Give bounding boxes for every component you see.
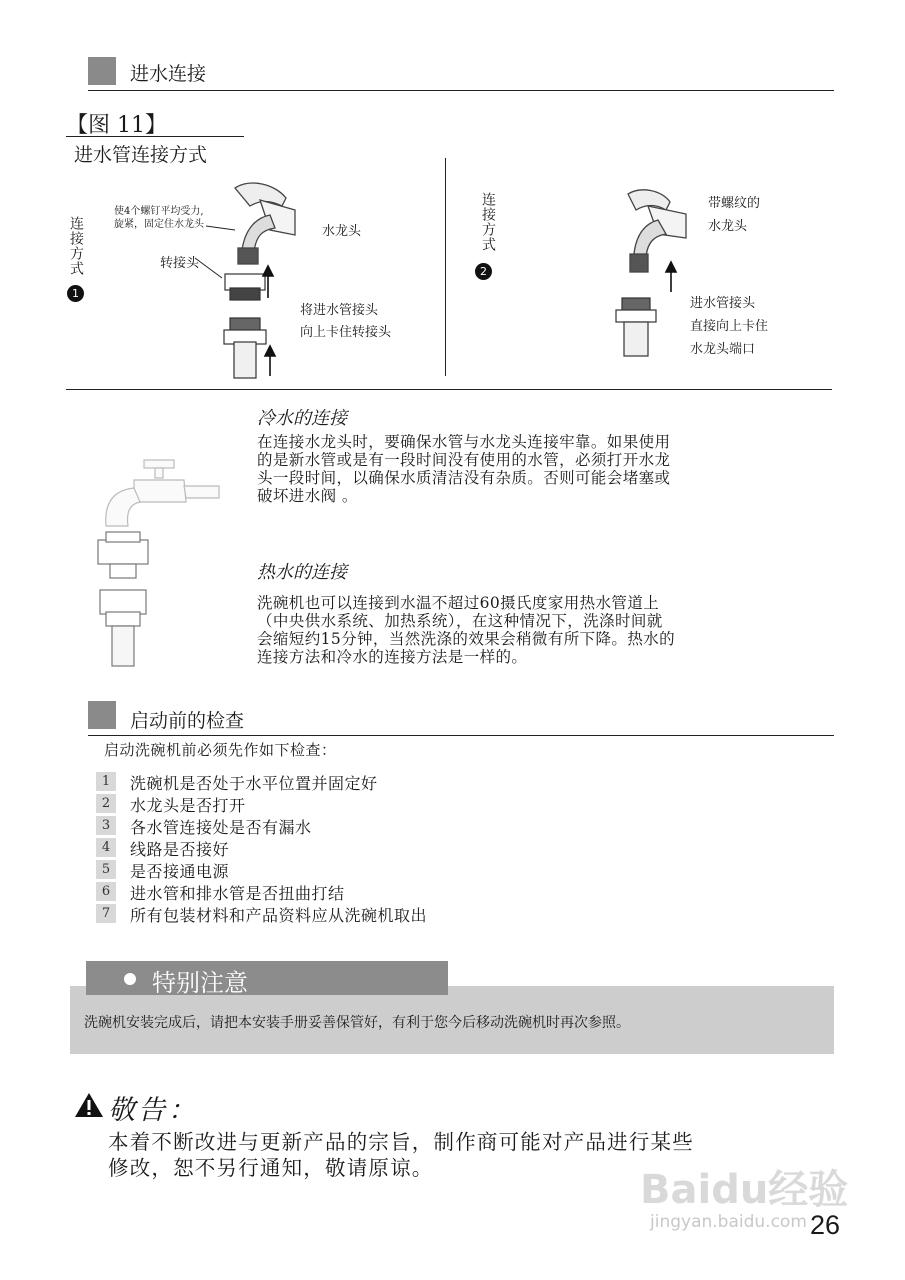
section-rule [88, 90, 834, 91]
tap-and-hose-illustration [94, 440, 224, 670]
cold-water-heading: 冷水的连接 [257, 408, 347, 429]
item-number: 3 [96, 816, 116, 835]
item-text: 线路是否接好 [130, 840, 230, 859]
faucet-icon [235, 183, 295, 264]
method1-illustration [110, 170, 300, 380]
method1-number: 1 [67, 285, 84, 302]
page-number: 26 [810, 1210, 841, 1240]
special-note-tab [86, 961, 448, 995]
faucet-icon [628, 190, 686, 272]
hot-water-heading: 热水的连接 [257, 562, 347, 583]
item-text: 是否接通电源 [130, 862, 230, 881]
adapter-icon [225, 274, 265, 300]
item-number: 7 [96, 904, 116, 923]
watermark-url: jingyan.baidu.com [650, 1212, 807, 1232]
item-text: 水龙头是否打开 [130, 796, 246, 815]
hose-connector-icon [100, 590, 146, 666]
hot-water-text: 洗碗机也可以连接到水温不超过60摄氏度家用热水管道上 （中央供水系统、加热系统），在这种情况下，洗涤时间就 会缩短约15分钟，当然洗涤的效果会稍微有所下降。热水的 连接方法和冷水的连接方法是一样的。 [257, 594, 676, 666]
special-note-title: 特别注意 [152, 969, 248, 997]
section-title-pre-start: 启动前的检查 [130, 710, 245, 732]
cold-water-text: 在连接水龙头时，要确保水管与水龙头连接牢靠。如果使用 的是新水管或是有一段时间没有使用的水管，必须打开水龙 头一段时间，以确保水质清洁没有杂质。否则可能会堵塞或 破坏进水阀 。 [257, 433, 671, 505]
faucet-icon [106, 460, 219, 526]
method2-label: 连接方式 [480, 192, 496, 252]
watermark-logo: Baidu经验 [640, 1167, 849, 1213]
method2-number: 2 [475, 263, 492, 280]
figure-label-underline [66, 136, 244, 137]
checklist-intro: 启动洗碗机前必须先作如下检查： [104, 741, 337, 759]
item-text: 洗碗机是否处于水平位置并固定好 [130, 774, 378, 793]
special-note-text: 洗碗机安装完成后，请把本安装手册妥善保管好，有利于您今后移动洗碗机时再次参照。 [84, 1015, 630, 1031]
section-marker [88, 701, 116, 729]
item-number: 5 [96, 860, 116, 879]
section-rule [88, 735, 834, 736]
leader-line [206, 226, 235, 230]
bullet-icon [124, 973, 136, 985]
item-number: 6 [96, 882, 116, 901]
item-number: 4 [96, 838, 116, 857]
warning-title: 敬告： [108, 1095, 198, 1126]
hose-connector-icon [616, 298, 656, 356]
section-marker [88, 57, 116, 85]
method2-instruction: 进水管接头 直接向上卡住 水龙头端口 [690, 296, 769, 357]
faucet-label: 水龙头 [322, 224, 362, 239]
item-text: 进水管和排水管是否扭曲打结 [130, 884, 345, 903]
figure-subtitle: 进水管连接方式 [74, 144, 208, 166]
adapter-icon [98, 532, 148, 578]
method-divider [445, 158, 446, 376]
leader-line [195, 258, 222, 278]
method2-illustration [600, 180, 690, 360]
up-arrow-icon [666, 262, 676, 292]
threaded-faucet-label: 带螺纹的 水龙头 [708, 196, 761, 234]
item-text: 各水管连接处是否有漏水 [130, 818, 312, 837]
hose-connector-icon [224, 318, 266, 378]
method1-instruction: 将进水管接头 向上卡住转接头 [300, 303, 392, 340]
item-number: 1 [96, 772, 116, 791]
section-title-water-inlet: 进水连接 [130, 63, 207, 85]
warning-text: 本着不断改进与更新产品的宗旨，制作商可能对产品进行某些 修改，恕不另行通知，敬请原谅。 [108, 1130, 694, 1180]
screw-note: 使4个螺钉平均受力, 旋紧，固定住水龙头 [114, 206, 204, 230]
item-number: 2 [96, 794, 116, 813]
up-arrow-icon [265, 346, 275, 376]
figure-label: 【图 11】 [66, 113, 167, 138]
method1-label: 连接方式 [68, 216, 84, 276]
warning-icon [74, 1092, 104, 1118]
item-text: 所有包装材料和产品资料应从洗碗机取出 [130, 906, 428, 925]
adapter-label: 转接头 [160, 256, 200, 271]
figure-bottom-rule [66, 389, 832, 390]
